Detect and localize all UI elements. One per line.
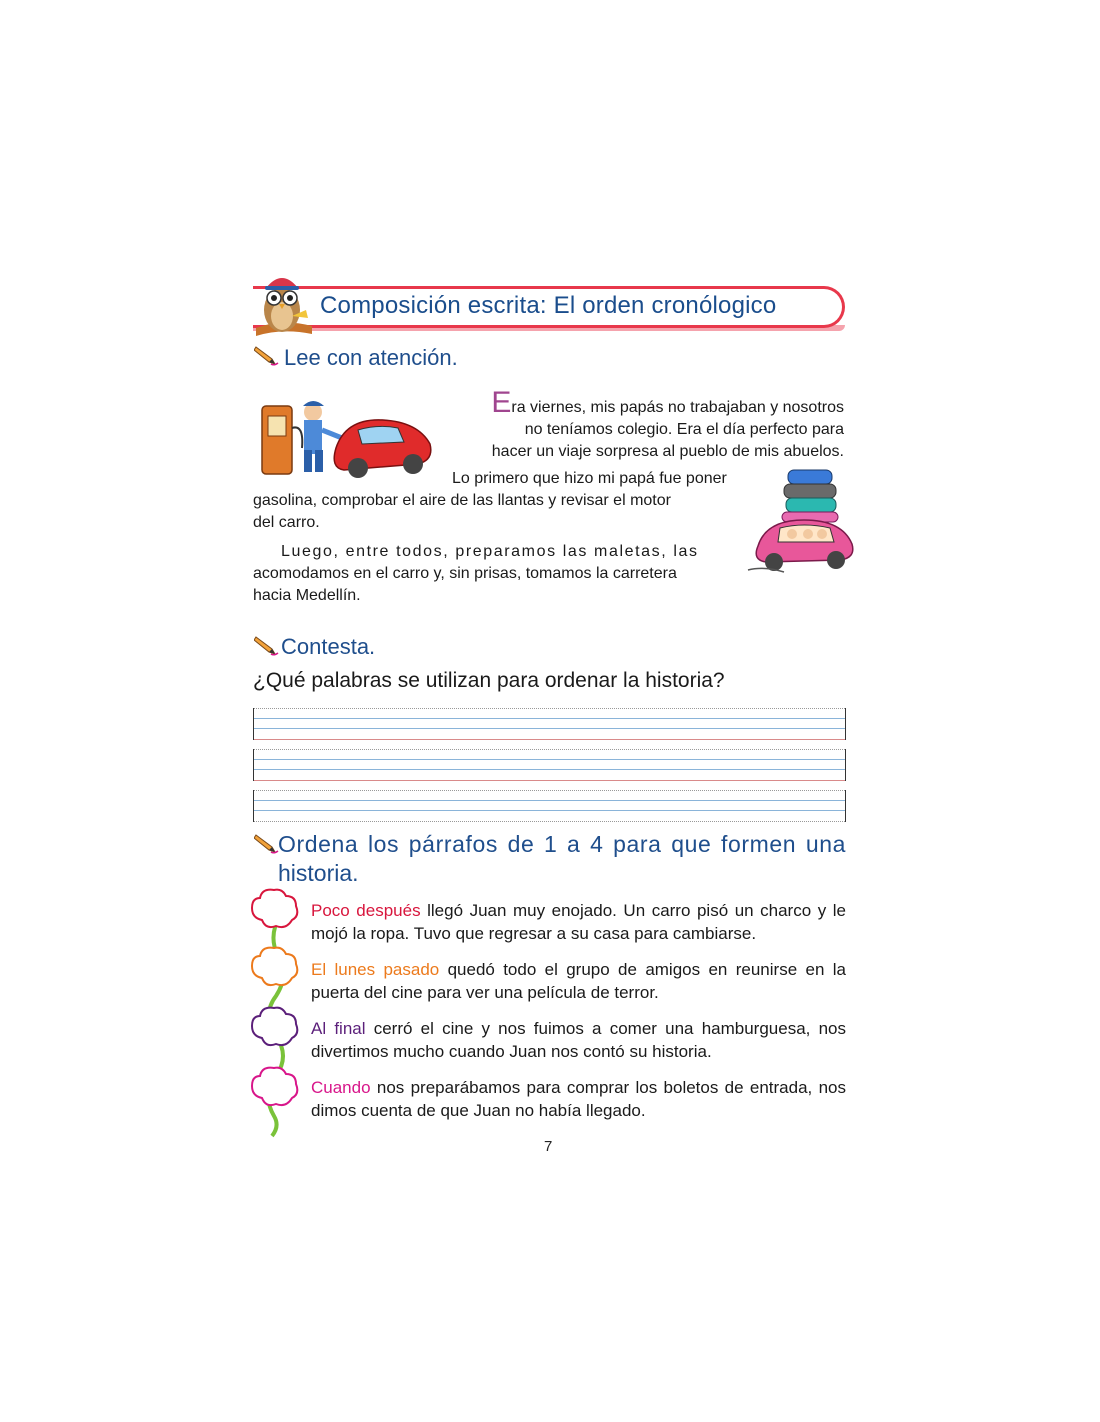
paragraph-3-line-2: acomodamos en el carro y, sin prisas, tomamos la carretera: [253, 565, 677, 582]
paragraph-3-line-1: Luego, entre todos, preparamos las maletas, las: [281, 543, 699, 560]
pencil-icon: [254, 634, 280, 656]
paragraph-1-line-2: no teníamos colegio. Era el día perfecto para: [524, 421, 844, 438]
order-heading-line-1: Ordena los párrafos de 1 a 4 para que formen una: [278, 831, 846, 857]
page-title: Composición escrita: El orden cronólogico: [320, 292, 777, 319]
order-item-4-keyword: Cuando: [311, 1078, 371, 1097]
car-with-luggage-illustration: [744, 466, 859, 581]
order-item-4: [311, 1076, 846, 1122]
paragraph-2-line-2: gasolina, comprobar el aire de las llantas y revisar el motor: [253, 492, 671, 509]
gas-station-illustration: [258, 388, 443, 483]
order-heading-line-2: historia.: [278, 860, 359, 886]
paragraph-2-line-3: del carro.: [253, 514, 320, 531]
owl-mascot-icon: [252, 266, 314, 346]
order-item-1-keyword: Poco después: [311, 901, 421, 920]
pencil-icon: [254, 344, 280, 366]
order-item-2-keyword: El lunes pasado: [311, 960, 440, 979]
answer-heading: Contesta.: [281, 634, 376, 659]
paragraph-1-line-3: hacer un viaje sorpresa al pueblo de mis abuelos.: [491, 443, 844, 460]
paragraph-1: [474, 386, 844, 463]
order-item-2-text: quedó todo el grupo de amigos en reunirse en la puerta del cine para ver una película de terror.: [311, 960, 846, 1002]
answer-line-3[interactable]: [253, 790, 846, 822]
order-item-4-text: nos preparábamos para comprar los boletos de entrada, nos dimos cuenta de que Juan no había llegado.: [311, 1078, 846, 1120]
vine-leaves-decoration: [250, 886, 302, 1140]
read-heading: Lee con atención.: [284, 345, 458, 370]
order-item-3-keyword: Al final: [311, 1019, 366, 1038]
answer-line-2[interactable]: [253, 749, 846, 781]
order-item-1-text: llegó Juan muy enojado. Un carro pisó un charco y le mojó la ropa. Tuvo que regresar a su casa para cambiarse.: [311, 901, 846, 943]
order-item-2: [311, 958, 846, 1004]
question-text: ¿Qué palabras se utilizan para ordenar la historia?: [253, 669, 725, 692]
order-item-3: [311, 1017, 846, 1063]
paragraph-3-line-3: hacia Medellín.: [253, 587, 361, 604]
paragraph-2-line-1: Lo primero que hizo mi papá fue poner: [452, 470, 727, 487]
page-number: 7: [544, 1138, 553, 1155]
order-item-3-text: cerró el cine y nos fuimos a comer una hamburguesa, nos divertimos mucho cuando Juan nos contó su historia.: [311, 1019, 846, 1061]
dropcap: E: [491, 386, 512, 419]
order-item-1: [311, 899, 846, 945]
paragraph-1-line-1: ra viernes, mis papás no trabajaban y nosotros: [511, 399, 844, 416]
pencil-icon: [254, 832, 280, 854]
answer-line-1[interactable]: [253, 708, 846, 740]
